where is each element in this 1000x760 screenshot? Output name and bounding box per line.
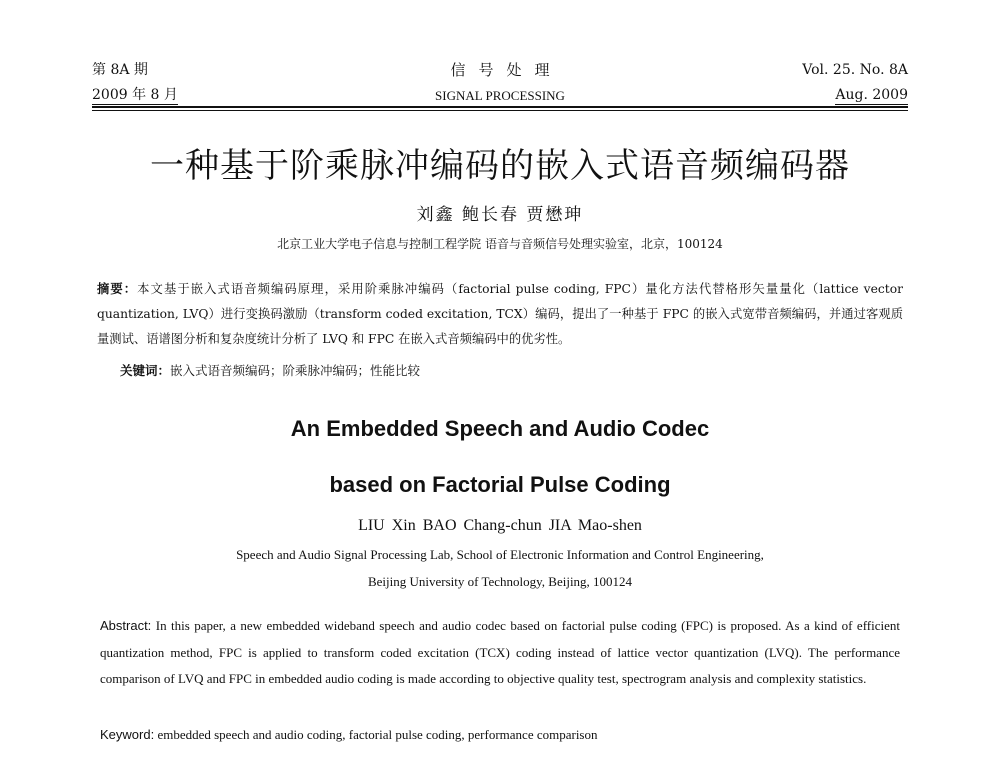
- issue-date-en: Aug. 2009: [835, 87, 908, 103]
- volume-number: Vol. 25. No. 8A: [802, 62, 908, 78]
- abstract-cn-label: 摘要：: [97, 282, 138, 296]
- volume-info: [802, 58, 908, 108]
- keywords-en-label: Keyword:: [100, 727, 155, 742]
- journal-name-en: SIGNAL PROCESSING: [435, 88, 565, 103]
- affiliation-en-line1: Speech and Audio Signal Processing Lab, School of Electronic Information and Control Engineering,: [236, 547, 764, 562]
- keywords-cn: [120, 360, 900, 382]
- journal-name: [92, 58, 908, 108]
- affiliation-cn: 北京工业大学电子信息与控制工程学院 语音与音频信号处理实验室，北京，100124: [277, 237, 723, 251]
- keywords-en: [100, 725, 900, 745]
- title-cn: 一种基于阶乘脉冲编码的嵌入式语音频编码器: [150, 146, 850, 186]
- issue-number: 第 8A 期: [92, 62, 148, 78]
- title-en-line1: An Embedded Speech and Audio Codec: [290, 416, 710, 441]
- abstract-en: [100, 613, 900, 693]
- header-rule-thick: [92, 106, 908, 108]
- abstract-cn-text: 本文基于嵌入式语音频编码原理，采用阶乘脉冲编码（factorial pulse coding, FPC）量化方法代替格形矢量量化（lattice vector quantization, LVQ）进行变换码激励（transform coded excitation, TCX）编码，提出了一种基于 FPC 的嵌入式宽带音频编码，并通过客观质量测试、语谱图分析和复杂度统计分析了 LVQ 和 FPC 在嵌入式音频编码中的优劣性。: [97, 282, 903, 346]
- abstract-cn: [97, 277, 903, 352]
- abstract-en-text: In this paper, a new embedded wideband speech and audio codec based on factorial pulse coding (FPC) is proposed. As a kind of efficient quantization method, FPC is applied to transform coded excitation (TCX) coding instead of lattice vector quantization (LVQ). The performance comparison of LVQ and FPC in embedded audio coding is made according to objective quality test, spectrogram analysis and complexity statistics.: [100, 618, 901, 686]
- title-en-line2: based on Factorial Pulse Coding: [329, 472, 671, 497]
- journal-name-cn: 信号处理: [450, 61, 563, 79]
- issue-date-cn: 2009 年 8 月: [92, 87, 178, 103]
- keywords-cn-text: 嵌入式语音频编码；阶乘脉冲编码；性能比较: [170, 363, 421, 378]
- header-rule-thin: [92, 110, 908, 111]
- keywords-cn-label: 关键词：: [120, 363, 171, 378]
- keywords-en-text: embedded speech and audio coding, factorial pulse coding, performance comparison: [157, 727, 598, 742]
- authors-en: LIU Xin BAO Chang-chun JIA Mao-shen: [358, 517, 642, 534]
- abstract-en-label: Abstract:: [100, 618, 152, 633]
- affiliation-en-line2: Beijing University of Technology, Beijing, 100124: [367, 574, 633, 589]
- authors-cn: 刘鑫 鲍长春 贾懋珅: [416, 205, 584, 225]
